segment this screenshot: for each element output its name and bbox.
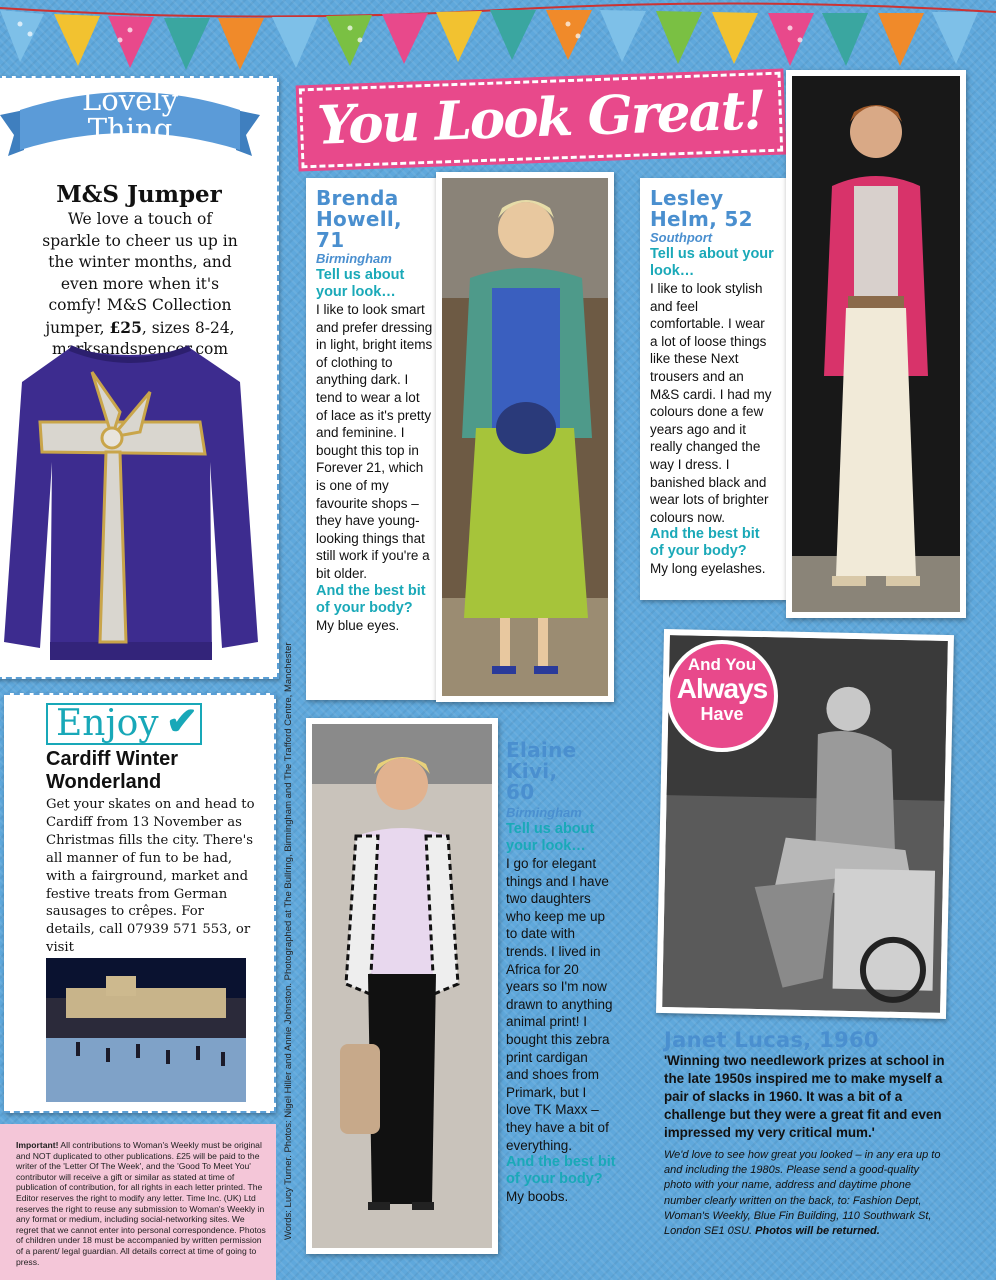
- elaine-place: Birmingham: [506, 805, 582, 820]
- lesley-photo: [786, 70, 966, 618]
- bunting-decoration: [0, 0, 996, 80]
- product-desc-text2: , sizes 8-24, marksandspencer.com: [51, 318, 235, 358]
- page-title: You Look Great!: [315, 79, 766, 157]
- elaine-name1: Elaine Kivi,: [506, 738, 577, 783]
- jumper-image: [0, 342, 262, 672]
- checkmark-icon: ✔: [166, 701, 198, 743]
- important-body: All contributions to Woman's Weekly must be original and NOT duplicated to other publications. £25 will be paid to the writer of the 'Letter Of The Week', and the 'Good To Meet You' contributor will receive a gift or similar as stated at time of publication of contribution, for all rights in each letter printed. The Editor reserves the right to modify any letter. Time Inc. (UK) Ltd reserves the right to reuse any submission to Woman's Weekly in any format or medium, including social-networking sites. We regret that we cannot enter into personal correspondence. Photos of children under 18 must be accompanied by written permission of a parent/ legal guardian. All details correct at time of going to press.: [16, 1140, 266, 1267]
- cardiff-photo: [46, 958, 246, 1102]
- important-lead: Important!: [16, 1140, 59, 1150]
- product-desc-text: We love a touch of sparkle to cheer us up in the winter months, and even more when it's comfy! M&S Collection jumper,: [42, 210, 238, 337]
- lovely-line1: Lovely: [82, 83, 178, 117]
- brenda-a1: I like to look smart and prefer dressing in light, bright items of clothing to anything dark. I tend to wear a lot of lace as it's pretty and feminine. I bought this top in Forever 21, which is one of my favourite shops – they have young-looking things that still work if you're a bit older.: [316, 302, 433, 581]
- always-badge: [666, 640, 778, 752]
- lovely-thing-title: [60, 83, 200, 146]
- important-box: [0, 1124, 276, 1280]
- lesley-place: Southport: [650, 230, 713, 245]
- brenda-text: [316, 188, 434, 634]
- enjoy-badge: [46, 703, 202, 745]
- lesley-q1: Tell us about your look…: [650, 246, 774, 279]
- product-price: £25: [109, 317, 142, 337]
- elaine-photo: [306, 718, 498, 1254]
- enjoy-title: Cardiff Winter Wonderland: [46, 748, 179, 793]
- submission-text: We'd love to see how great you looked – in any era up to and including the 1980s. Please send a good-quality photo with your name, address and daytime phone number clearly written on the back, to: Fashion Dept, Woman's Weekly, Blue Fin Building, 110 Southwark St, London SE1 0SU.: [664, 1149, 941, 1238]
- lesley-name1: Lesley: [650, 186, 724, 210]
- submission-note: [664, 1148, 944, 1239]
- product-description: [38, 209, 242, 361]
- brenda-place: Birmingham: [316, 251, 392, 266]
- brenda-photo: [436, 172, 614, 702]
- lesley-a1: I like to look stylish and feel comfortable. I wear a lot of loose things like these Next trousers and an M&S cardi. I had my colours done a few years ago and it really changed the way I dress. I banished black and wear lots of brighter colours now.: [650, 281, 772, 525]
- always-line3: Have: [700, 704, 744, 724]
- brenda-q1: Tell us about your look…: [316, 267, 405, 300]
- janet-name: Janet Lucas, 1960: [664, 1028, 879, 1052]
- brenda-q2: And the best bit of your body?: [316, 582, 426, 616]
- elaine-a2: My boobs.: [506, 1189, 569, 1205]
- title-banner: [299, 72, 783, 169]
- product-name: M&S Jumper: [56, 181, 222, 208]
- lesley-q2: And the best bit of your body?: [650, 526, 760, 560]
- enjoy-text: Get your skates on and head to Cardiff from 13 November as Christmas fills the city. There's all manner of fun to be had, with a fairground, market and festive treats from German sausages to crêpes. For details, call 07939 571 553, or visit: [46, 797, 255, 956]
- lovely-line2: Thing: [87, 112, 173, 146]
- lesley-a2: My long eyelashes.: [650, 561, 766, 577]
- elaine-q1: Tell us about your look…: [506, 821, 595, 854]
- elaine-q2: And the best bit of your body?: [506, 1154, 616, 1188]
- elaine-text: [506, 740, 628, 1206]
- elaine-a1: I go for elegant things and I have two daughters who keep me up to date with trends. I lived in Africa for 20 years so I'm now drawn to anything animal print! I bought this zebra print cardigan and shoes from Primark, but I love TK Maxx – they have a bit of everything.: [506, 856, 613, 1153]
- important-text: [16, 1140, 266, 1267]
- brenda-name1: Brenda: [316, 186, 399, 210]
- always-line1: And You: [687, 655, 757, 674]
- submission-bold: Photos will be returned.: [755, 1225, 880, 1238]
- brenda-name2: Howell, 71: [316, 207, 402, 252]
- brenda-a2: My blue eyes.: [316, 617, 400, 633]
- janet-quote: 'Winning two needlework prizes at school in the late 1950s inspired me to make myself a pair of slacks in 1960. It was a bit of a challenge but they were a great fit and even impressed my very critical mum.': [664, 1053, 945, 1140]
- always-line2: Always: [676, 673, 768, 704]
- enjoy-label: Enjoy: [56, 703, 159, 744]
- elaine-name2: 60: [506, 780, 535, 804]
- lesley-name2: Helm, 52: [650, 207, 753, 231]
- photo-credits: Words: Lucy Turner. Photos: Nigel Hiller and Annie Johnston. Photographed at The Bullring, Birmingham and The Trafford Centre, Manchester: [283, 642, 294, 1240]
- lesley-text: [650, 188, 776, 578]
